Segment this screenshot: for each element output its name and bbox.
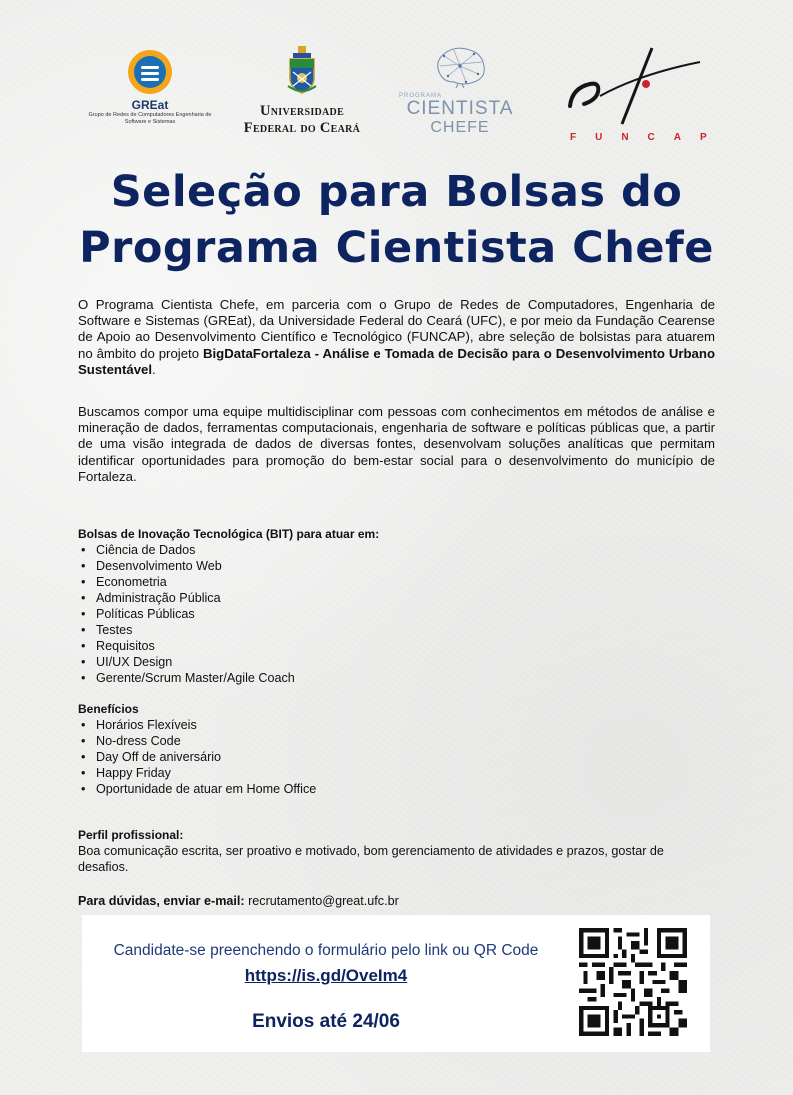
title-line1: Seleção para Bolsas do xyxy=(110,167,683,217)
deadline-text: Envios até 24/06 xyxy=(252,1011,400,1032)
funcap-logo xyxy=(560,44,726,144)
great-logo-name: GREat xyxy=(131,98,169,112)
application-box xyxy=(82,915,710,1052)
brain-network-icon xyxy=(430,44,490,88)
list-item: • Oportunidade de atuar em Home Office xyxy=(78,781,715,797)
great-logo-subtitle: Grupo de Redes de Computadores Engenharia de Software e Sistemas xyxy=(88,112,212,125)
list-item: • Administração Pública xyxy=(78,590,715,606)
funcap-name: FUNCAP xyxy=(570,132,726,143)
list-item: • UI/UX Design xyxy=(78,654,715,670)
cientista-chefe-line2: CHEFE xyxy=(430,119,490,136)
application-link[interactable]: https://is.gd/OveIm4 xyxy=(244,966,408,985)
bolsas-list xyxy=(78,542,715,686)
cientista-chefe-small: PROGRAMA xyxy=(399,93,443,99)
list-item: • Desenvolvimento Web xyxy=(78,558,715,574)
contato-label: Para dúvidas, enviar e-mail: xyxy=(78,894,245,908)
list-item: • Econometria xyxy=(78,574,715,590)
cientista-chefe-line1: CIENTISTA xyxy=(406,98,514,119)
ufc-crest-icon xyxy=(287,46,317,98)
list-item: • Happy Friday xyxy=(78,765,715,781)
list-item: • Horários Flexíveis xyxy=(78,717,715,733)
beneficios-title: Benefícios xyxy=(78,702,139,716)
ufc-name-line1: Universidade xyxy=(259,103,345,119)
qr-code-icon[interactable] xyxy=(579,928,687,1036)
bolsas-title: Bolsas de Inovação Tecnológica (BIT) para atuar em: xyxy=(78,527,380,541)
list-item: • Políticas Públicas xyxy=(78,606,715,622)
ufc-name-line2: Federal do Ceará xyxy=(243,120,361,136)
intro-paragraph xyxy=(78,297,715,378)
contato-email[interactable]: recrutamento@great.ufc.br xyxy=(248,894,399,908)
beneficios-section xyxy=(78,701,715,797)
list-item: • No-dress Code xyxy=(78,733,715,749)
list-item: • Gerente/Scrum Master/Agile Coach xyxy=(78,670,715,686)
project-name: BigDataFortaleza - Análise e Tomada de Decisão para o Desenvolvimento Urbano Sustentável xyxy=(78,345,715,377)
cientista-chefe-logo xyxy=(395,44,525,137)
perfil-section xyxy=(78,827,715,875)
list-item: • Day Off de aniversário xyxy=(78,749,715,765)
great-emblem-icon xyxy=(128,50,172,94)
list-item: • Ciência de Dados xyxy=(78,542,715,558)
intro-text: O Programa Cientista Chefe, em parceria com o Grupo de Redes de Computadores, Engenharia de Software e Sistemas (GREat), da Universidade Federal do Ceará (UFC), e por meio da Fundação Cearense de Apoio ao Desenvolvimento Científico e Tecnológico (FUNCAP), abre seleção de bolsistas para atuarem no âmbito do projeto xyxy=(78,297,715,361)
perfil-text: Boa comunicação escrita, ser proativo e motivado, bom gerenciamento de atividades e prazos, gostar de desafios. xyxy=(78,844,664,875)
list-item: • Testes xyxy=(78,622,715,638)
page-title xyxy=(0,164,793,276)
description-paragraph: Buscamos compor uma equipe multidisciplinar com pessoas com conhecimentos em métodos de análise e mineração de dados, ferramentas computacionais, engenharia de software e políticas públicas que, a partir de uma visão integrada de dados de diversas fontes, desenvolvam soluções analíticas que permitam identificar oportunidades para promoção do bem-estar social para o desenvolvimento do município de Fortaleza. xyxy=(78,404,715,484)
bolsas-section xyxy=(78,526,715,686)
ufc-logo xyxy=(232,46,372,137)
intro-end: . xyxy=(152,361,156,377)
funcap-emblem-icon xyxy=(560,44,720,128)
list-item: • Requisitos xyxy=(78,638,715,654)
logo-row xyxy=(0,40,793,150)
beneficios-list xyxy=(78,717,715,797)
perfil-title: Perfil profissional: xyxy=(78,828,184,842)
great-logo xyxy=(86,50,214,126)
title-line2: Programa Cientista Chefe xyxy=(79,223,714,273)
contato-section xyxy=(78,893,715,909)
cta-instructions: Candidate-se preenchendo o formulário pelo link ou QR Code xyxy=(113,942,539,959)
